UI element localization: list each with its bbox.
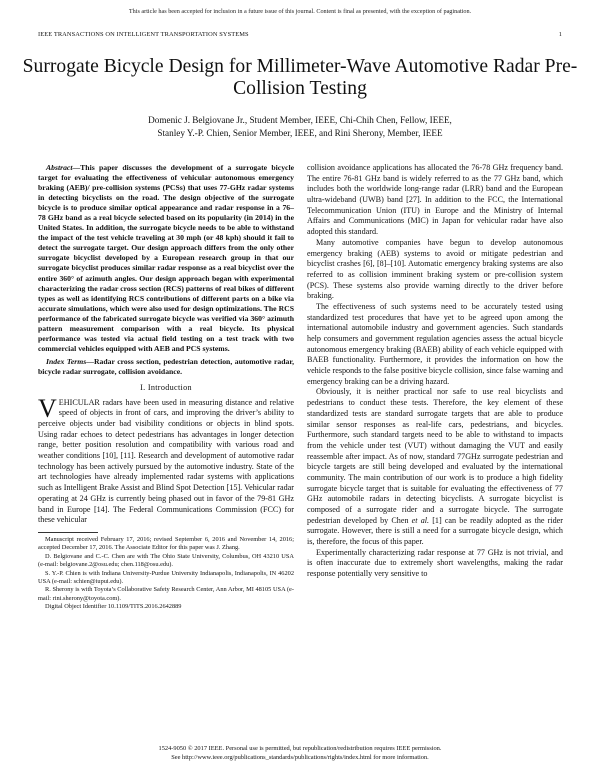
author-line-2: Stanley Y.-P. Chien, Senior Member, IEEE, and Rini Sherony, Member, IEEE <box>157 127 443 138</box>
index-terms-label: Index Terms— <box>46 356 94 366</box>
abstract-text: This paper discusses the development of a surrogate bicycle target for evaluating the effectiveness of vehicular autonomous emergency braking (AEB)/ pre-collision systems (PCSs) that uses 77-GHz radar systems in detecting bicyclists on the road. The design objective of the surrogate bicycle is to produce similar optical appearance and radar response in a 76–78 GHz band as a real bicycle selected based on its popularity (in 2014) in the United States. In addition, the surrogate bicycle needs to be able to withstand the impact of the test vehicle traveling at 30 mph (or 48 kph) should it fail to detect the surrogate target. Our design approach differs from the only other surrogate bicyclist developed by a European research group in that our surrogate bicyclist produces similar radar response as a real bicyclist over the entire 360° of azimuth angles. Our design approach began with experimental characterizing the radar cross section (RCS) patterns of real bikes of different types as well as identifying RCS contributions of different parts on a bike via accurate simulations, which were also used for design optimizations. The RCS performance of the fabricated surrogate bicycle was verified via 360° azimuth pattern measurement comparison with a real bicycle. Its physical performance was tested via actual field testing on a test track with two commercial vehicles equipped with AEB and PCS systems. <box>38 163 294 353</box>
footnote-affiliation-osu: D. Belgiovane and C.-C. Chen are with The Ohio State University, Columbus, OH 43210 USA (e-mail: belgiovane.2@osu.edu; chen.118@osu.edu). <box>38 552 294 569</box>
index-terms <box>38 357 294 377</box>
author-list <box>40 114 560 139</box>
section-heading-introduction: I. Introduction <box>140 382 192 392</box>
abstract-label: Abstract— <box>46 163 81 172</box>
journal-name: IEEE TRANSACTIONS ON INTELLIGENT TRANSPORTATION SYSTEMS <box>38 31 249 38</box>
footnote-affiliation-iupui: S. Y.-P. Chien is with Indiana University-Purdue University Indianapolis, Indianapolis, IN 46202 USA (e-mail: schien@iupui.edu). <box>38 569 294 585</box>
right-paragraph-2: Many automotive companies have begun to develop autonomous emergency braking (AEB) systems to avoid or mitigate pedestrian and bicyclist crashes [6], [8]–[10]. Automatic emergency braking systems are also referred to as collision imminent braking system or pre-collision system (PCS). These systems also provide warning directly to the driver before braking. <box>307 237 563 301</box>
rights-url-line: See http://www.ieee.org/publications_standards/publications/rights/index.html for more information. <box>171 753 429 761</box>
index-terms-text: Radar cross section, pedestrian detection, automotive radar, bicycle radar surrogate, collision avoidance. <box>38 356 294 376</box>
paper-title: Surrogate Bicycle Design for Millimeter-Wave Automotive Radar Pre-Collision Testing <box>22 56 578 99</box>
right-column <box>307 163 563 580</box>
page-number: 1 <box>558 31 562 38</box>
right-paragraph-3: The effectiveness of such systems need to be accurately tested using standardized test procedures that have yet to be agreed upon among the international automobile industry and government agencies. Such standards help consumers and government regulation agencies assess the actual bicycle autonomous emergency braking (BAEB) ability of each vehicle equipped with BAEB functionality. Furthermore, it provides the information on how the vehicle responds to the false positive bicycle collision, since false warning and emergency braking can be a driving hazard. <box>307 301 563 386</box>
footnote-doi: Digital Object Identifier 10.1109/TITS.2016.2642889 <box>45 603 182 611</box>
running-head <box>38 31 562 38</box>
right-paragraph-4-b: [1] can be readily adopted as the rider surrogate. However, there is still a need for a surrogate bicycle design, which is, therefore, the focus of this paper. <box>307 515 563 547</box>
intro-paragraph-1-text: EHICULAR radars have been used in measuring distance and relative speed of objects in front of cars, and improving the driver’s ability to perceive objects under bad visibility conditions or objects in blind spots. Using radar echoes to detect pedestrians has advantages in longer detection range, better position resolution and compatibility with various road and weather conditions [10], [11]. Research and development of automotive radar technology has been actively pursued by the automotive industry. State of the art technologies have already implemented radar systems with applications such as Intelligent Brake Assist and Blind Spot Detection [15]. Vehicular radar operating at 24 GHz is currently being phased out in favor of the 79-81 GHz band in Europe [14]. The Federal Communications Commission (FCC) for these vehicular <box>38 397 294 525</box>
abstract <box>38 163 294 354</box>
footnote-affiliation-toyota: R. Sherony is with Toyota’s Collaborative Safety Research Center, Ann Arbor, MI 48105 USA (e-mail: rini.sherony@toyota.com). <box>38 586 294 602</box>
copyright-footer <box>0 745 600 762</box>
et-al: et al. <box>411 515 430 525</box>
left-column <box>38 163 294 612</box>
copyright-line: 1524-9050 © 2017 IEEE. Personal use is permitted, but republication/redistribution requires IEEE permission. <box>158 745 442 752</box>
right-paragraph-4 <box>307 387 563 547</box>
intro-paragraph-1 <box>38 393 294 526</box>
footnotes <box>38 536 294 612</box>
footnote-rule <box>38 532 98 533</box>
author-line-1: Domenic J. Belgiovane Jr., Student Member, IEEE, Chi-Chih Chen, Fellow, IEEE, <box>148 115 452 125</box>
acceptance-banner: This article has been accepted for inclusion in a future issue of this journal. Content is final as presented, with the exception of pagination. <box>128 8 472 15</box>
footnote-manuscript: Manuscript received February 17, 2016; revised September 6, 2016 and November 14, 2016; accepted December 17, 2016. The Associate Editor for this paper was J. Zhang. <box>38 535 294 552</box>
right-paragraph-1: collision avoidance applications has allocated the 76-78 GHz frequency band. The entire 76-81 GHz band is widely referred to as the 77 GHz band, which includes both the worldwide long-range radar (LRR) band and the European ultra-wideband (UWB) band [27]. In addition to the FCC, the International Telecommunication Union (ITU) in Europe and the Ministry of Internal Affairs and Communications (MIC) in Japan for vehicular radar have also adopted this standard. <box>307 163 563 237</box>
right-paragraph-5: Experimentally characterizing radar response at 77 GHz is not trivial, and is often inaccurate due to extremely short wavelengths, making the radar response potentially very sensitive to <box>307 547 563 579</box>
right-paragraph-4-a: Obviously, it is neither practical nor safe to use real bicyclists and pedestrians to conduct these tests. Therefore, the key element of these standardized tests are standard surrogate targets that are able to produce similar sensor responses as real-life cars, pedestrians, and bicycles. Furthermore, such standard targets need to be able to withstand to impacts from the vehicle under test (VUT) without damaging the VUT and easily reassemble after impact. As of now, standard 77GHz surrogate pedestrian and bicycle targets are still being developed and evaluated by the international community. The main contribution of our work is to produce a high fidelity surrogate bicycle target that is suitable for evaluating the effectiveness of 77 GHz automobile radars in detecting bicyclists. A surrogate bicyclist is composed of a surrogate rider and a surrogate bicycle. The surrogate pedestrian developed by Chen <box>307 387 563 525</box>
drop-cap: V <box>38 393 57 423</box>
